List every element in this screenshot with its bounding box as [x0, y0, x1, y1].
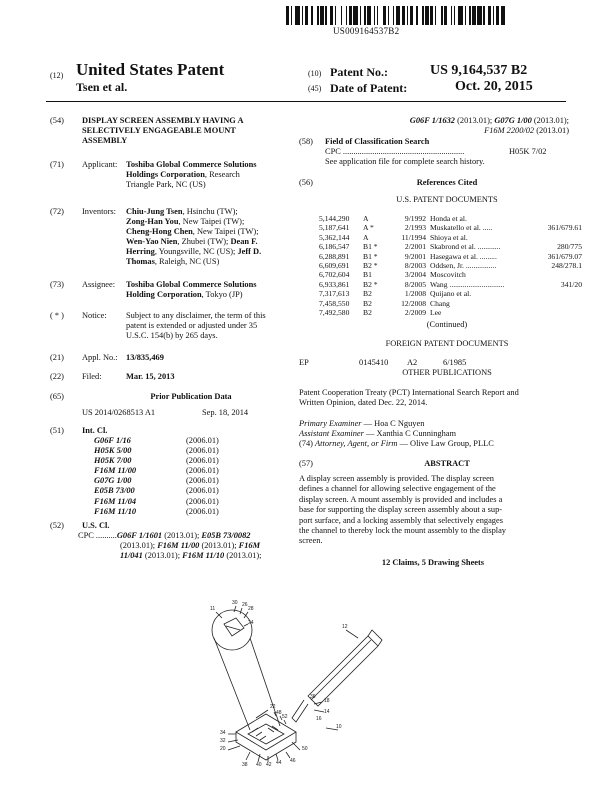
int-cl-code: F16M 11/00	[94, 466, 137, 476]
reference-numeral: 22	[270, 704, 276, 710]
reference-numeral: 38	[242, 762, 248, 768]
reference-numeral: 26	[242, 602, 248, 608]
int-cl-row	[94, 507, 219, 517]
int-cl-row	[94, 497, 219, 507]
reference-cell: B1 *	[363, 242, 378, 252]
code-12: (12)	[50, 71, 64, 80]
reference-cell: Muskatello et al. .....	[430, 223, 493, 233]
reference-cell: B2	[363, 289, 372, 299]
text-run: , Zhubei (TW);	[177, 237, 231, 247]
reference-cell: 2/1993	[404, 223, 426, 233]
reference-cell	[512, 214, 582, 223]
text-run: Chiu-Jung Tsen	[126, 207, 183, 216]
int-cl-table	[94, 436, 219, 517]
reference-cell: 1/2008	[404, 289, 426, 299]
reference-cell: 2/2009	[404, 308, 426, 318]
reference-cell: Wang .............................	[430, 279, 505, 289]
reference-cell: 8/2005	[404, 279, 426, 289]
code-10: (10)	[308, 69, 322, 78]
reference-numeral: 14	[324, 709, 330, 715]
mount-arm	[292, 700, 308, 722]
application-number: 13/835,469	[126, 353, 164, 362]
reference-cell: Skabrond et al. ............	[430, 242, 501, 252]
text-run: (2013.01);	[162, 531, 202, 541]
barcode	[286, 6, 506, 25]
applicant-field: (71) Applicant: Toshiba Global Commerce Solutions Holdings Corporation, Research Triangle Park, NC (US)	[50, 160, 257, 190]
text-run: (2013.01);	[531, 116, 569, 125]
reference-cell: 341/20	[560, 279, 582, 289]
reference-cell: 3/2004	[404, 270, 426, 280]
reference-cell: B2	[363, 298, 372, 308]
text-run: E05B 73/0082	[201, 531, 251, 541]
text-run: G06F 1/1632	[409, 116, 455, 125]
barcode-number: US009164537B2	[333, 26, 400, 36]
int-cl-code: G06F 1/16	[94, 436, 131, 445]
references-title: References Cited	[416, 178, 478, 187]
reference-cell: 6,288,891	[319, 251, 350, 261]
foreign-reference-row: EP 0145410 A2 6/1985	[299, 358, 467, 368]
int-cl-version: (2006.01)	[186, 476, 219, 486]
reference-cell: 361/679.61	[547, 223, 582, 233]
reference-cell: 7,492,580	[319, 308, 350, 318]
int-cl-code: H05K 5/00	[94, 446, 132, 456]
inventors-list	[126, 207, 261, 268]
patent-number: US 9,164,537 B2	[430, 63, 528, 78]
text-run: (2013.01);	[199, 541, 239, 551]
reference-row	[319, 252, 582, 261]
us-cl-continued	[334, 116, 569, 136]
notice-field: ( * ) Notice: Subject to any disclaimer, the term of this patent is extended or adjusted under 35 U.S.C. 154(b) by 265 days.	[50, 311, 300, 341]
reference-numeral: 10	[336, 724, 342, 730]
reference-cell	[512, 308, 582, 317]
detail-view-circle	[212, 610, 252, 650]
reference-numeral: 48	[276, 710, 282, 716]
reference-cell: A	[363, 232, 369, 242]
reference-numeral: 28	[248, 606, 254, 612]
us-cl-label: U.S. Cl.	[82, 521, 110, 530]
text-run: , New Taipei (TW);	[192, 227, 259, 237]
reference-numeral: 46	[290, 758, 296, 764]
reference-cell: 9/2001	[404, 251, 426, 261]
reference-numeral: 11	[210, 606, 216, 612]
text-run: F16M 2200/02	[484, 126, 535, 136]
patent-no-label: Patent No.:	[330, 65, 388, 79]
reference-numeral: 32	[220, 738, 226, 744]
inventor-line	[126, 217, 261, 227]
date-label: Date of Patent:	[330, 81, 408, 95]
reference-row	[319, 242, 582, 251]
us-references-table	[319, 214, 582, 317]
filed-date: Mar. 15, 2013	[126, 372, 175, 381]
reference-cell: 5,362,144	[319, 232, 350, 242]
reference-numeral: 24	[248, 620, 254, 626]
int-cl-row	[94, 486, 219, 496]
reference-cell: 7,458,550	[319, 298, 350, 308]
reference-cell: 248/278.1	[551, 261, 582, 271]
text-run: (2013.01)	[534, 126, 569, 136]
reference-numeral: 20	[220, 746, 226, 752]
filed-field: (22) Filed: Mar. 15, 2013	[50, 372, 175, 381]
int-cl-code: E05B 73/00	[94, 486, 135, 496]
int-cl-version: (2006.01)	[186, 436, 219, 445]
patent-date: Oct. 20, 2015	[455, 79, 533, 94]
us-patent-documents-title: U.S. PATENT DOCUMENTS	[396, 195, 498, 205]
reference-row	[319, 308, 582, 317]
foreign-title: FOREIGN PATENT DOCUMENTS	[385, 339, 509, 349]
int-cl-version: (2006.01)	[186, 506, 219, 516]
reference-cell: Moscovitch	[430, 270, 466, 280]
text-run: Dean F.	[230, 237, 258, 247]
reference-numeral: 34	[220, 730, 226, 736]
reference-cell: 7,317,613	[319, 289, 350, 299]
text-run: Thomas	[126, 257, 155, 267]
text-run: F16M 11/10	[182, 551, 225, 561]
text-run: 11/041	[120, 551, 143, 561]
references-field: (56) References Cited U.S. PATENT DOCUMENTS	[299, 178, 569, 205]
text-run: Wen-Yao Nien	[126, 237, 178, 247]
text-run: (2013.01);	[224, 551, 262, 561]
int-cl-version: (2006.01)	[186, 496, 219, 506]
reference-numeral: 16	[316, 716, 322, 722]
reference-row	[319, 270, 582, 279]
reference-cell: Quijano et al.	[430, 289, 472, 299]
text-run: , Youngsville, NC (US);	[154, 247, 238, 257]
reference-numeral: 30	[232, 600, 238, 606]
int-cl-version: (2006.01)	[186, 466, 219, 476]
assignee-field: (73) Assignee: Toshiba Global Commerce Solutions Holding Corporation, Tokyo (JP)	[50, 280, 257, 300]
reference-numeral: 42	[266, 762, 272, 768]
text-run: F16M 11/00	[157, 541, 200, 551]
text-run: Jeff D.	[237, 247, 262, 257]
reference-row	[319, 299, 582, 308]
int-cl-code: F16M 11/04	[94, 496, 137, 506]
reference-cell	[512, 289, 582, 298]
text-run: F16M	[238, 541, 261, 551]
text-run: Herring	[126, 247, 155, 257]
notice-text: Subject to any disclaimer, the term of this patent is extended or adjusted under 35 U.S.C. 154(b) by 265 days.	[126, 311, 266, 341]
reference-cell: 280/775	[557, 242, 582, 252]
reference-row	[319, 223, 582, 232]
reference-row	[319, 289, 582, 298]
reference-cell: B1 *	[363, 251, 378, 261]
code-45: (45)	[308, 84, 322, 93]
other-publications-title: OTHER PUBLICATIONS	[402, 368, 492, 378]
claims-summary: 12 Claims, 5 Drawing Sheets	[381, 558, 485, 567]
reference-numeral: 44	[276, 760, 282, 766]
text-run: , Hsinchu (TW);	[182, 207, 238, 216]
reference-cell: Chang	[430, 298, 450, 308]
inventor-line	[126, 257, 261, 267]
assignee-value: Toshiba Global Commerce Solutions Holding Corporation, Tokyo (JP)	[126, 280, 257, 300]
reference-cell: 11/1994	[401, 232, 426, 242]
inventors-field: (72) Inventors: Chiu-Jung Tsen, Hsinchu (TW); Zong-Han You, New Taipei (TW); Cheng-Hong Chen, New Taipei (TW); Wen-Yao Nien, Zhubei (TW); Dean F. Herring, Youngsville, NC (US); Jeff D. Thomas, Raleigh, NC (US)	[50, 207, 262, 267]
inventors-short: Tsen et al.	[76, 80, 128, 94]
examiners-block: Primary Examiner — Hoa C Nguyen Assistant Examiner — Xanthia C Cunningham (74) Attorney, Agent, or Firm — Olive Law Group, PLLC	[299, 419, 494, 449]
int-cl-row	[94, 456, 219, 466]
reference-cell: Hasegawa et al. .........	[430, 251, 497, 261]
reference-cell: 2/2001	[404, 242, 426, 252]
patent-drawing	[196, 600, 396, 780]
prior-publication-number: US 2014/0268513 A1	[82, 408, 156, 418]
left-column	[50, 116, 300, 146]
abstract-title: ABSTRACT	[424, 459, 470, 468]
title-field: (54) DISPLAY SCREEN ASSEMBLY HAVING A SELECTIVELY ENGAGEABLE MOUNT ASSEMBLY	[50, 116, 244, 146]
reference-cell: 5,187,641	[319, 223, 350, 233]
reference-cell: Lee	[430, 308, 442, 318]
prior-publication-title: Prior Publication Data	[150, 392, 232, 401]
display-screen	[308, 636, 378, 706]
reference-cell: A	[363, 214, 369, 223]
int-cl-version: (2006.01)	[186, 446, 219, 456]
text-run: , Raleigh, NC (US)	[154, 257, 220, 267]
reference-cell: 9/1992	[404, 214, 426, 223]
int-cl-code: F16M 11/10	[94, 506, 137, 516]
applicant-value: Toshiba Global Commerce Solutions Holdings Corporation, Research Triangle Park, NC (US)	[126, 160, 257, 190]
text-run: G07G 1/00	[494, 116, 532, 125]
reference-cell: 6,609,691	[319, 261, 350, 271]
reference-row	[319, 214, 582, 223]
reference-cell: 361/679.07	[547, 251, 582, 261]
header-divider	[46, 101, 566, 102]
prior-publication-date: Sep. 18, 2014	[202, 408, 249, 418]
abstract-heading: (57) ABSTRACT	[299, 459, 569, 469]
classification-search-field: (58) Field of Classification Search CPC .......................................................... H05K 7/02 See application file for complete search history.	[299, 137, 547, 167]
inventor-line	[126, 207, 261, 217]
text-run: (2013.01);	[142, 551, 183, 561]
reference-numeral: 50	[302, 746, 308, 752]
reference-cell: 6,702,604	[319, 270, 350, 280]
reference-cell: A *	[363, 223, 374, 233]
us-cl-field: (52) U.S. Cl. CPC .......... G06F 1/1601 (2013.01); E05B 73/0082 (2013.01); F16M 11/00 (2013.01); F16M 11/041 (2013.01); F16M 11/10 (2013.01);	[50, 521, 262, 561]
text-run: (2013.01);	[120, 541, 158, 551]
reference-row	[319, 233, 582, 242]
reference-numeral: 12	[342, 624, 348, 630]
int-cl-code: G07G 1/00	[94, 476, 132, 486]
int-cl-version: (2006.01)	[186, 456, 219, 466]
reference-numeral: 36	[310, 694, 316, 700]
text-run: Cheng-Hong Chen	[126, 227, 193, 237]
inventor-line	[126, 237, 261, 247]
reference-cell: Shioya et al.	[430, 232, 468, 242]
abstract-text: A display screen assembly is provided. The display screen defines a channel for allowing selective engagement of the display screen. A mount assembly is provided and includes a base for supporting the display screen assembly about a sup- port surface, and a locking assembly that selectively engages the channel to thereby lock the mount assembly to the display screen.	[299, 474, 506, 546]
reference-cell: Oddsen, Jr. ................	[430, 261, 497, 271]
reference-cell: B2 *	[363, 261, 378, 271]
text-run: Zong-Han You	[126, 217, 179, 227]
inventor-line	[126, 227, 261, 237]
continued-label: (Continued)	[426, 320, 468, 329]
reference-cell: B2	[363, 308, 372, 318]
reference-cell: B2 *	[363, 279, 378, 289]
barcode-bar	[501, 6, 506, 25]
reference-cell: 8/2003	[404, 261, 426, 271]
reference-cell: 6,933,861	[319, 279, 350, 289]
patent-title: DISPLAY SCREEN ASSEMBLY HAVING A SELECTIVELY ENGAGEABLE MOUNT ASSEMBLY	[82, 116, 244, 146]
reference-numeral: 52	[282, 714, 288, 720]
prior-publication-field: (65) Prior Publication Data US 2014/0268513 A1 Sep. 18, 2014	[50, 392, 300, 418]
int-cl-row	[94, 446, 219, 456]
int-cl-row	[94, 436, 219, 446]
reference-cell	[512, 233, 582, 242]
application-number-field: (21) Appl. No.: 13/835,469	[50, 353, 164, 362]
reference-cell: Honda et al.	[430, 214, 467, 223]
reference-cell: 5,144,290	[319, 214, 350, 223]
int-cl-label: Int. Cl.	[82, 426, 108, 435]
other-publications-text: Patent Cooperation Treaty (PCT) International Search Report and Written Opinion, dated Dec. 22, 2014.	[299, 388, 519, 408]
inventor-line	[126, 247, 261, 257]
reference-numeral: 40	[256, 762, 262, 768]
int-cl-row	[94, 476, 219, 486]
reference-cell	[512, 299, 582, 308]
text-run: , New Taipei (TW);	[178, 217, 245, 227]
document-type: United States Patent	[76, 60, 225, 79]
reference-row	[319, 280, 582, 289]
int-cl-field: (51) Int. Cl.	[50, 426, 108, 435]
reference-cell: 12/2008	[401, 298, 426, 308]
text-run: (2013.01);	[455, 116, 495, 125]
reference-cell	[512, 270, 582, 279]
reference-cell: B1	[363, 270, 372, 280]
references-continued-block	[299, 320, 569, 409]
int-cl-version: (2006.01)	[186, 486, 219, 496]
reference-numeral: 18	[324, 698, 330, 704]
reference-cell: 6,186,547	[319, 242, 350, 252]
text-run: G06F 1/1601	[116, 531, 163, 541]
reference-row	[319, 261, 582, 270]
int-cl-code: H05K 7/00	[94, 456, 132, 466]
int-cl-row	[94, 466, 219, 476]
